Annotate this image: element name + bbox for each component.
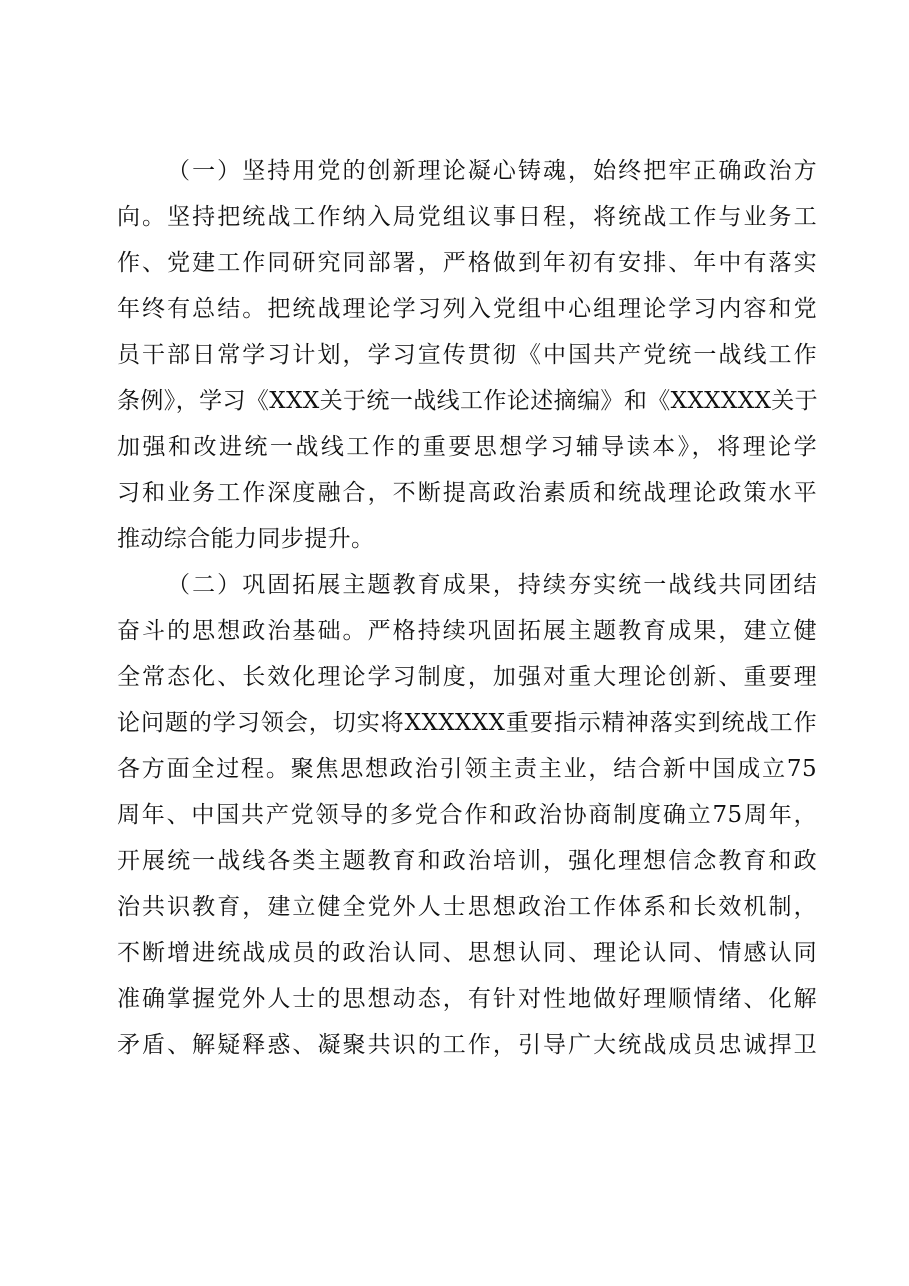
paragraph-1-line-4: 年终有总结。把统战理论学习列入党组中心组理论学习内容和党: [117, 296, 817, 322]
paragraph-2-line-4: 论问题的学习领会，切实将XXXXXX重要指示精神落实到统战工作: [117, 710, 817, 736]
paragraph-2-line-6: 周年、中国共产党领导的多党合作和政治协商制度确立75周年，: [117, 802, 817, 828]
paragraph-2-line-7: 开展统一战线各类主题教育和政治培训，强化理想信念教育和政: [117, 848, 817, 874]
paragraph-1-line-8: 习和业务工作深度融合，不断提高政治素质和统战理论政策水平: [117, 480, 817, 506]
paragraph-1-line-9: 推动综合能力同步提升。: [117, 526, 375, 552]
paragraph-2: [117, 562, 817, 1068]
paragraph-1-line-7: 加强和改进统一战线工作的重要思想学习辅导读本》，将理论学: [117, 434, 817, 460]
paragraph-2-line-9: 不断增进统战成员的政治认同、思想认同、理论认同、情感认同: [117, 940, 817, 966]
paragraph-2-line-8: 治共识教育，建立健全党外人士思想政治工作体系和长效机制，: [117, 894, 817, 920]
paragraph-2-line-2: 奋斗的思想政治基础。严格持续巩固拓展主题教育成果，建立健: [117, 618, 817, 644]
paragraph-2-line-3: 全常态化、长效化理论学习制度，加强对重大理论创新、重要理: [117, 664, 817, 690]
paragraph-1-line-6: 条例》，学习《XXX关于统一战线工作论述摘编》和《XXXXXX关于: [117, 388, 819, 414]
paragraph-2-line-10: 准确掌握党外人士的思想动态，有针对性地做好理顺情绪、化解: [117, 986, 817, 1012]
paragraph-1-line-5: 员干部日常学习计划，学习宣传贯彻《中国共产党统一战线工作: [117, 342, 817, 368]
paragraph-2-line-1: （二）巩固拓展主题教育成果，持续夯实统一战线共同团结: [167, 572, 817, 598]
paragraph-2-line-5: 各方面全过程。聚焦思想政治引领主责主业，结合新中国成立75: [117, 756, 817, 782]
paragraph-1-line-3: 作、党建工作同研究同部署，严格做到年初有安排、年中有落实: [117, 250, 817, 276]
paragraph-1-line-1: （一）坚持用党的创新理论凝心铸魂，始终把牢正确政治方: [167, 158, 817, 184]
paragraph-2-line-11: 矛盾、解疑释惑、凝聚共识的工作，引导广大统战成员忠诚捍卫: [117, 1032, 817, 1058]
document-body: [117, 148, 817, 1068]
paragraph-1: [117, 148, 817, 562]
paragraph-1-line-2: 向。坚持把统战工作纳入局党组议事日程，将统战工作与业务工: [117, 204, 817, 230]
